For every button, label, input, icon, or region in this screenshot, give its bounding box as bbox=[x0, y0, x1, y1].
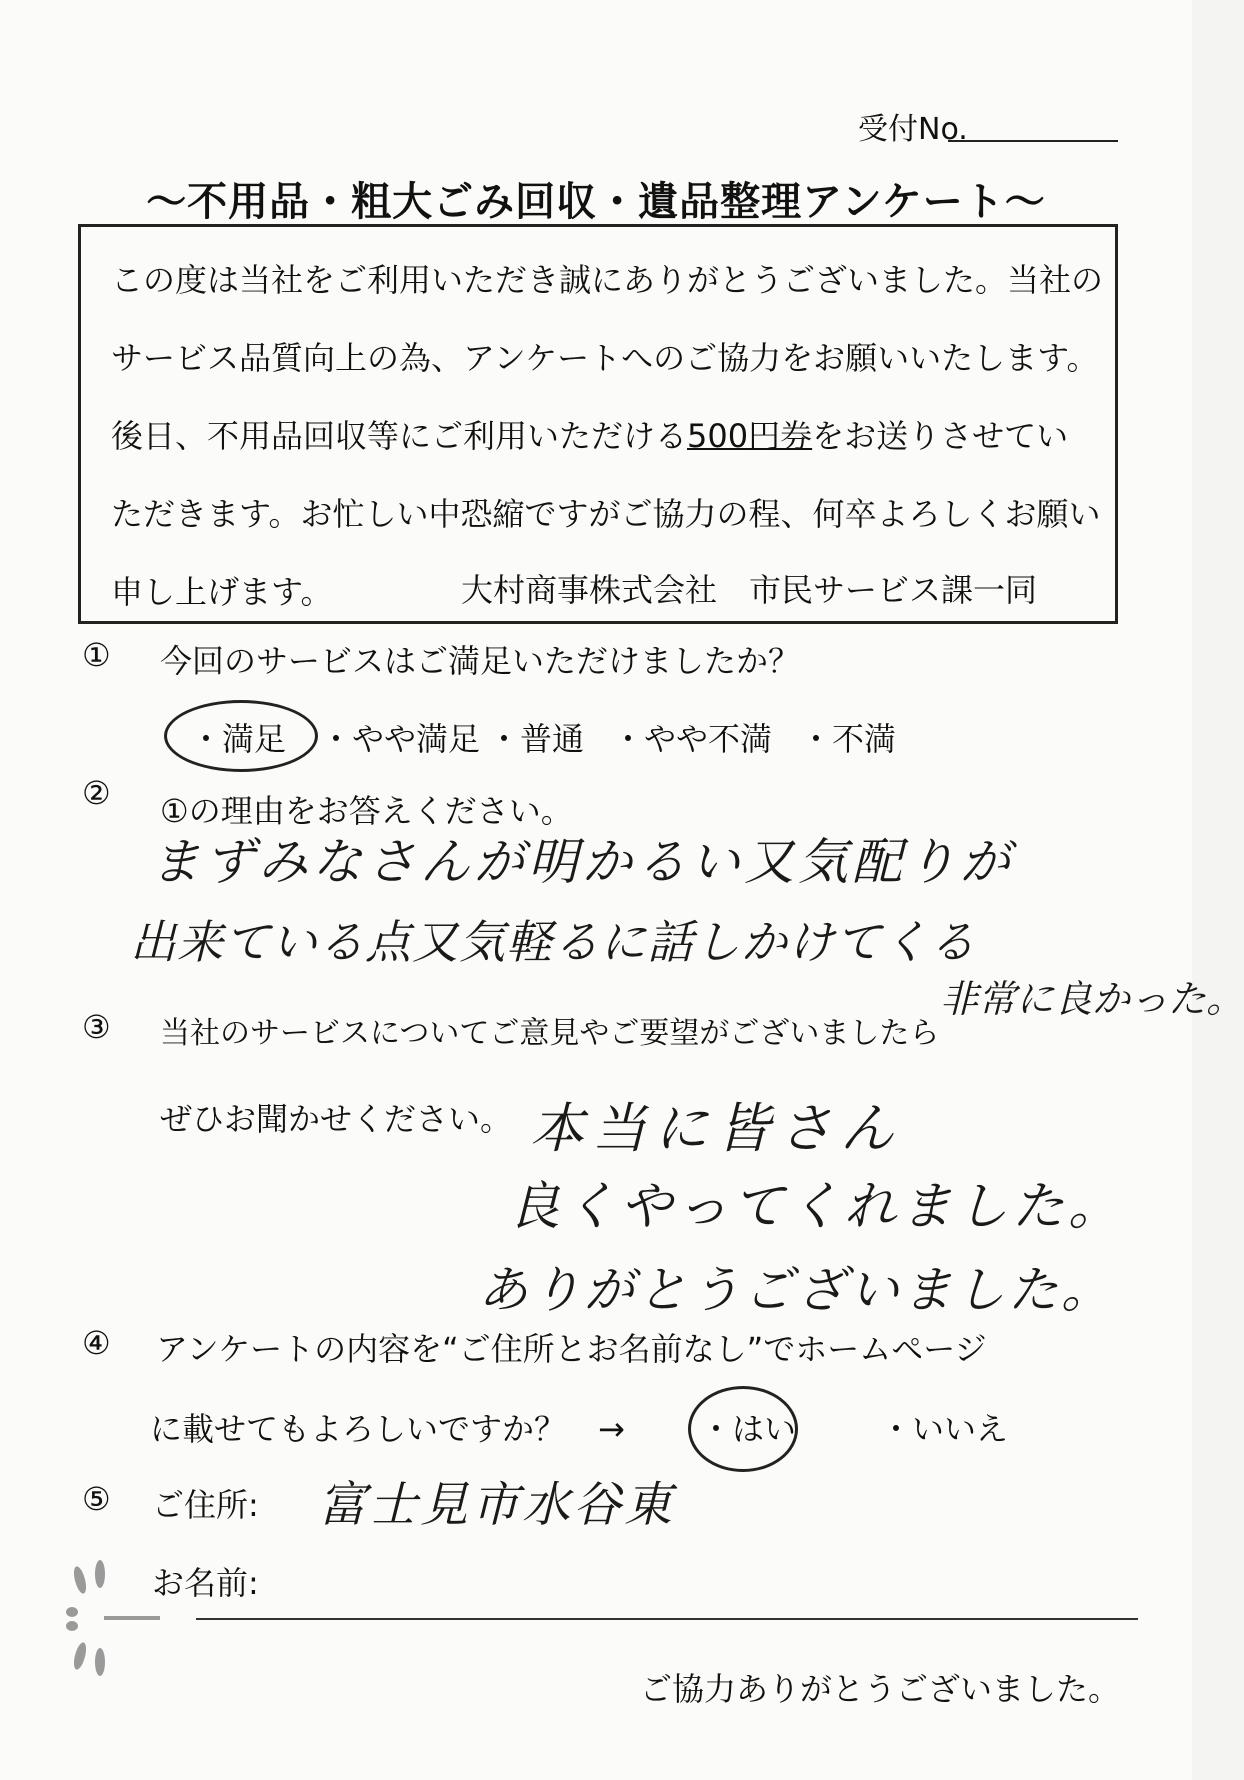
q3-number: ③ bbox=[82, 1008, 111, 1046]
name-line bbox=[196, 1618, 1138, 1620]
q4-number: ④ bbox=[82, 1324, 111, 1362]
intro-line-5: 申し上げます。 bbox=[111, 573, 333, 611]
q2-answer-line-1: まずみなさんが明かるい又気配りが bbox=[150, 833, 1014, 891]
survey-title: ～不用品・粗大ごみ回収・遺品整理アンケート～ bbox=[146, 179, 1046, 225]
intro-line-2: サービス品質向上の為、アンケートへのご協力をお願いいたします。 bbox=[111, 339, 1099, 377]
q4-text-line-1: アンケートの内容を“ご住所とお名前なし”でホームページ bbox=[156, 1330, 987, 1368]
address-label: ご住所: bbox=[152, 1486, 259, 1524]
intro-line-3-post: をお送りさせてい bbox=[812, 417, 1069, 455]
intro-line-3-pre: 後日、不用品回収等にご利用いただける bbox=[111, 417, 688, 455]
receipt-number-line bbox=[948, 140, 1118, 142]
q4-option-no[interactable]: ・いいえ bbox=[880, 1410, 1009, 1448]
intro-box bbox=[78, 224, 1118, 624]
voucher-amount: 500円券 bbox=[687, 417, 813, 455]
q3-text-line-1: 当社のサービスについてご意見やご要望がございましたら bbox=[160, 1016, 940, 1051]
intro-line-3 bbox=[111, 411, 1068, 457]
q5-number: ⑤ bbox=[82, 1480, 111, 1518]
flower-icon bbox=[62, 1558, 162, 1678]
q1-text: 今回のサービスはご満足いただけましたか？ bbox=[160, 642, 801, 680]
q3-answer-line-2: 良くやってくれました。 bbox=[508, 1177, 1125, 1237]
company-signature: 大村商事株式会社 市民サービス課一同 bbox=[461, 571, 1038, 609]
q1-option-satisfied[interactable]: ・満足 bbox=[190, 720, 287, 758]
q1-selected-circle bbox=[164, 700, 318, 772]
q1-number: ① bbox=[82, 636, 111, 674]
q3-answer-line-3: ありがとうございました。 bbox=[478, 1261, 1114, 1319]
intro-line-4: ただきます。お忙しい中恐縮ですがご協力の程、何卒よろしくお願い bbox=[111, 495, 1101, 533]
q1-option-somewhat-unsatisfied[interactable]: ・やや不満 bbox=[612, 720, 773, 758]
q4-selected-circle bbox=[688, 1386, 798, 1472]
address-value: 富士見市水谷東 bbox=[318, 1477, 676, 1533]
q1-option-neutral[interactable]: ・普通 bbox=[488, 720, 585, 758]
name-label: お名前: bbox=[152, 1564, 259, 1602]
q4-option-yes[interactable]: ・はい bbox=[700, 1410, 797, 1448]
q3-answer-line-1: 本当に皆さん bbox=[530, 1097, 902, 1160]
q1-option-somewhat-satisfied[interactable]: ・やや満足 bbox=[320, 720, 481, 758]
thank-you-note: ご協力ありがとうございました。 bbox=[640, 1670, 1121, 1708]
q4-text-line-2: に載せてもよろしいですか？ → bbox=[150, 1410, 625, 1448]
q2-answer-line-3: 非常に良かった。 bbox=[940, 977, 1244, 1021]
q2-answer-line-2: 出来ている点又気軽るに話しかけてくる bbox=[130, 915, 976, 969]
intro-line-1: この度は当社をご利用いただき誠にありがとうございました。当社の bbox=[111, 261, 1104, 299]
q3-text-line-2: ぜひお聞かせください。 bbox=[160, 1100, 513, 1138]
q2-number: ② bbox=[82, 774, 111, 812]
q1-option-unsatisfied[interactable]: ・不満 bbox=[800, 720, 897, 758]
q2-text: ①の理由をお答えください。 bbox=[160, 792, 573, 830]
receipt-number-label: 受付No. bbox=[858, 112, 968, 147]
